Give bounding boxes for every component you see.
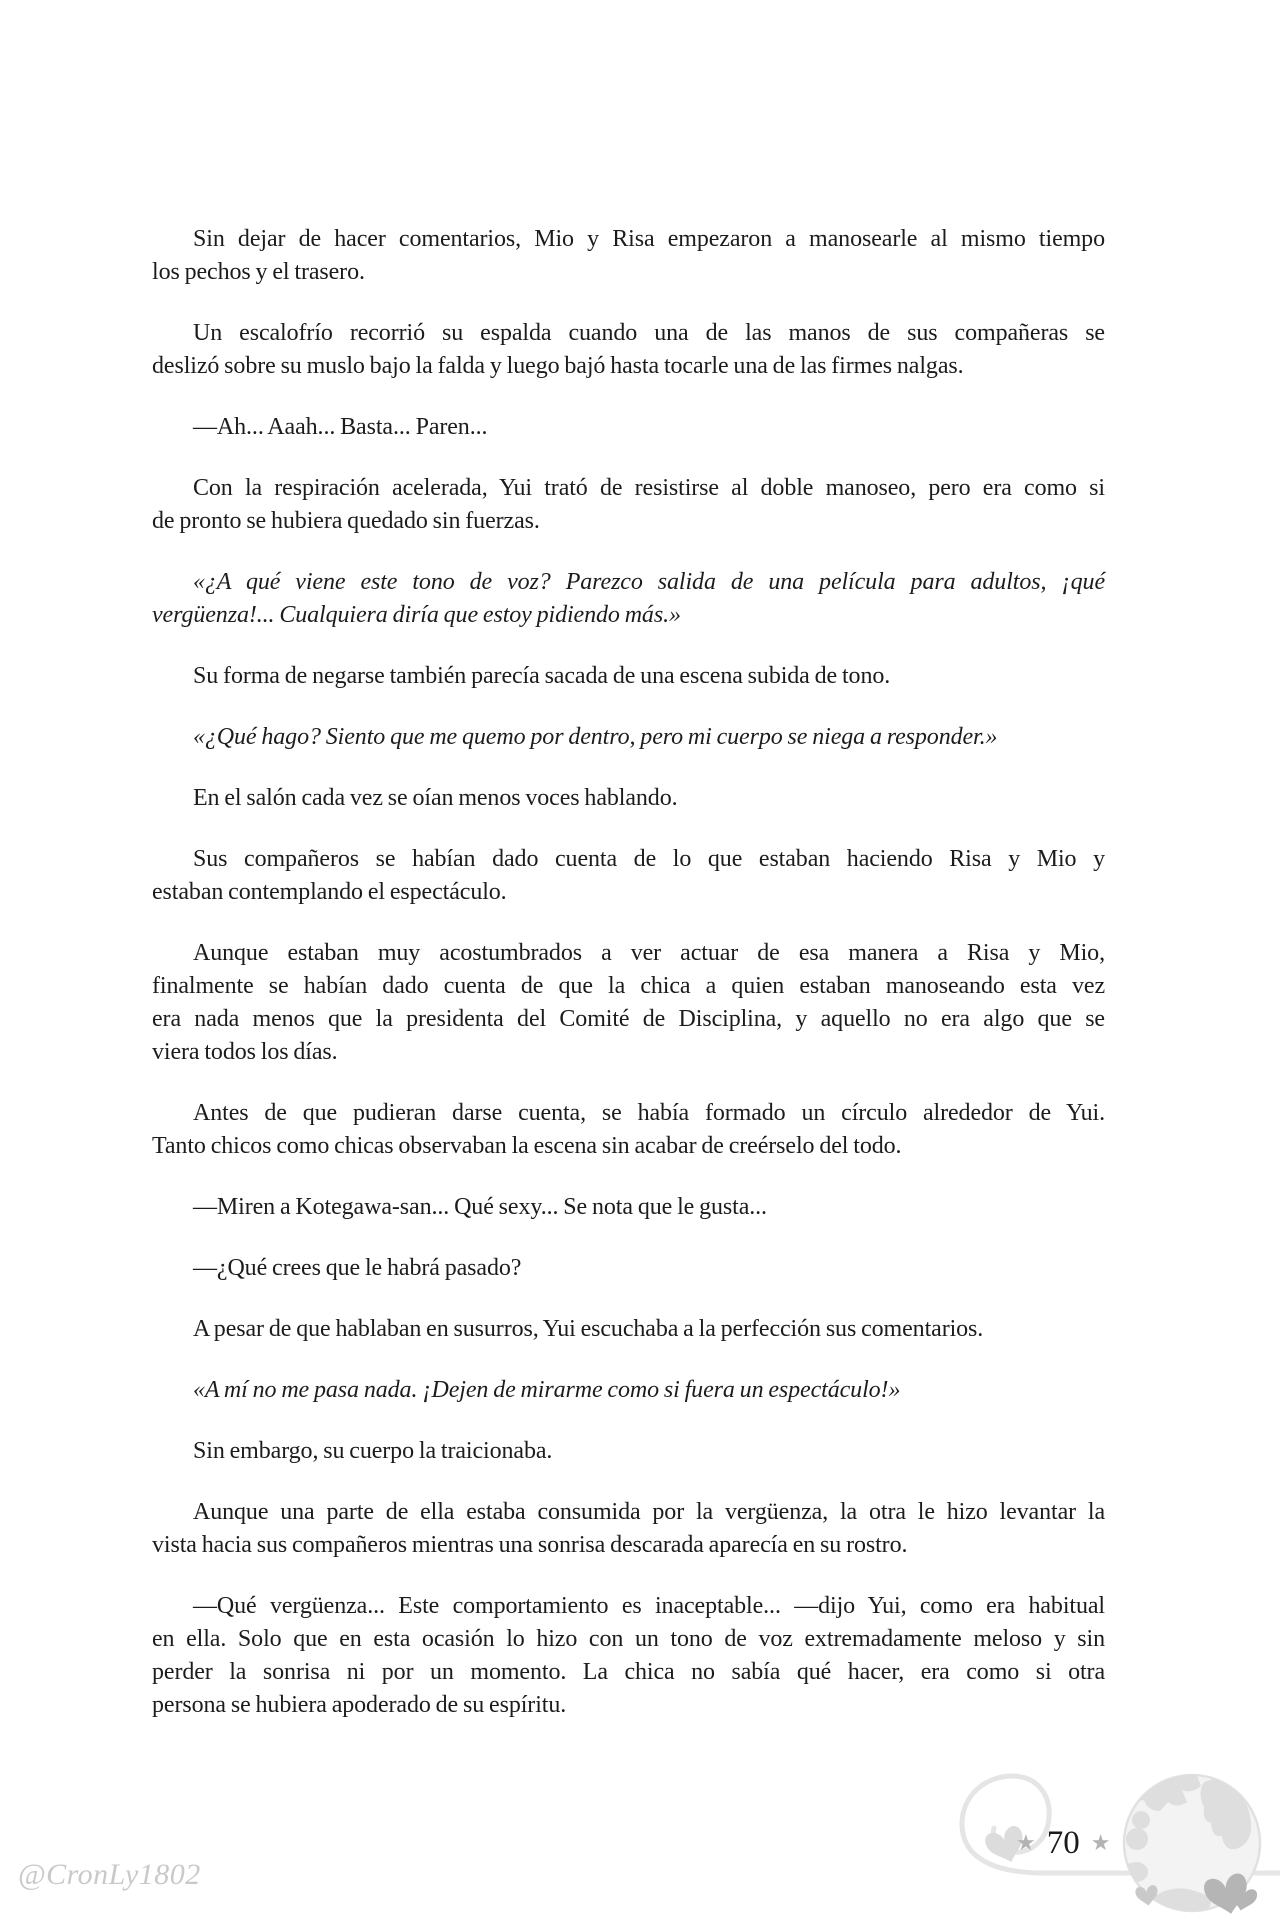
dialogue-paragraph [152, 1590, 1105, 1722]
text-line: de pronto se hubiera quedado sin fuerzas. [152, 508, 540, 534]
text-line: vergüenza!... Cualquiera diría que estoy pidiendo más.» [152, 602, 681, 628]
text-line: Sin dejar de hacer comentarios, Mio y Risa empezaron a manosearle al mismo tiempo [193, 226, 1105, 252]
paragraph [152, 660, 1105, 693]
dialogue-paragraph [152, 411, 1105, 444]
inner-monologue-paragraph [152, 1374, 1105, 1407]
text-line: Su forma de negarse también parecía sacada de una escena subida de tono. [193, 663, 891, 689]
text-line: Tanto chicos como chicas observaban la escena sin acabar de creérselo del todo. [152, 1133, 902, 1159]
paragraph [152, 1435, 1105, 1468]
page-number: 70 [1046, 1825, 1080, 1861]
text-line: en ella. Solo que en esta ocasión lo hizo con un tono de voz extremadamente meloso y sin [152, 1626, 1105, 1652]
inner-monologue-paragraph [152, 721, 1105, 754]
inner-monologue-paragraph [152, 566, 1105, 632]
paragraph [152, 1313, 1105, 1346]
text-line: finalmente se habían dado cuenta de que la chica a quien estaban manoseando esta vez [152, 973, 1105, 999]
dialogue-paragraph [152, 1252, 1105, 1285]
text-line: Aunque una parte de ella estaba consumida por la vergüenza, la otra le hizo levantar la [193, 1499, 1105, 1525]
paragraph [152, 1097, 1105, 1163]
text-line: «¿A qué viene este tono de voz? Parezco salida de una película para adultos, ¡qué [193, 569, 1105, 595]
text-line: —Ah... Aaah... Basta... Paren... [193, 414, 488, 440]
text-line: A pesar de que hablaban en susurros, Yui escuchaba a la perfección sus comentarios. [193, 1316, 984, 1342]
text-line: viera todos los días. [152, 1039, 338, 1065]
watermark: @CronLy1802 [18, 1858, 201, 1891]
paragraph [152, 1496, 1105, 1562]
text-line: deslizó sobre su muslo bajo la falda y luego bajó hasta tocarle una de las firmes nalgas. [152, 353, 964, 379]
paragraph [152, 782, 1105, 815]
text-line: En el salón cada vez se oían menos voces hablando. [193, 785, 678, 811]
star-icon: ★ [1016, 1830, 1036, 1856]
text-line: Con la respiración acelerada, Yui trató de resistirse al doble manoseo, pero era como si [193, 475, 1105, 501]
text-line: Sus compañeros se habían dado cuenta de lo que estaban haciendo Risa y Mio y [193, 846, 1105, 872]
text-line: los pechos y el trasero. [152, 259, 365, 285]
moon-graphic [1124, 1769, 1260, 1918]
page-number-row [1016, 1827, 1110, 1860]
text-column [152, 223, 1105, 1750]
paragraph [152, 317, 1105, 383]
text-line: —Miren a Kotegawa-san... Qué sexy... Se nota que le gusta... [193, 1194, 767, 1220]
text-line: vista hacia sus compañeros mientras una sonrisa descarada aparecía en su rostro. [152, 1532, 908, 1558]
text-line: Antes de que pudieran darse cuenta, se había formado un círculo alrededor de Yui. [193, 1100, 1105, 1126]
paragraph [152, 843, 1105, 909]
text-line: estaban contemplando el espectáculo. [152, 879, 507, 905]
text-line: perder la sonrisa ni por un momento. La chica no sabía qué hacer, era como si otra [152, 1659, 1105, 1685]
dialogue-paragraph [152, 1191, 1105, 1224]
text-line: Un escalofrío recorrió su espalda cuando una de las manos de sus compañeras se [193, 320, 1105, 346]
text-line: Aunque estaban muy acostumbrados a ver actuar de esa manera a Risa y Mio, [193, 940, 1105, 966]
text-line: —¿Qué crees que le habrá pasado? [193, 1255, 522, 1281]
text-line: era nada menos que la presidenta del Comité de Disciplina, y aquello no era algo que se [152, 1006, 1105, 1032]
paragraph [152, 472, 1105, 538]
star-icon: ★ [1090, 1830, 1111, 1856]
text-line: «¿Qué hago? Siento que me quemo por dentro, pero mi cuerpo se niega a responder.» [193, 724, 998, 750]
paragraph [152, 937, 1105, 1069]
paragraph [152, 223, 1105, 289]
text-line: Sin embargo, su cuerpo la traicionaba. [193, 1438, 553, 1464]
text-line: persona se hubiera apoderado de su espíritu. [152, 1692, 567, 1718]
text-line: —Qué vergüenza... Este comportamiento es inaceptable... —dijo Yui, como era habitual [193, 1593, 1105, 1619]
text-line: «A mí no me pasa nada. ¡Dejen de mirarme como si fuera un espectáculo!» [193, 1377, 901, 1403]
